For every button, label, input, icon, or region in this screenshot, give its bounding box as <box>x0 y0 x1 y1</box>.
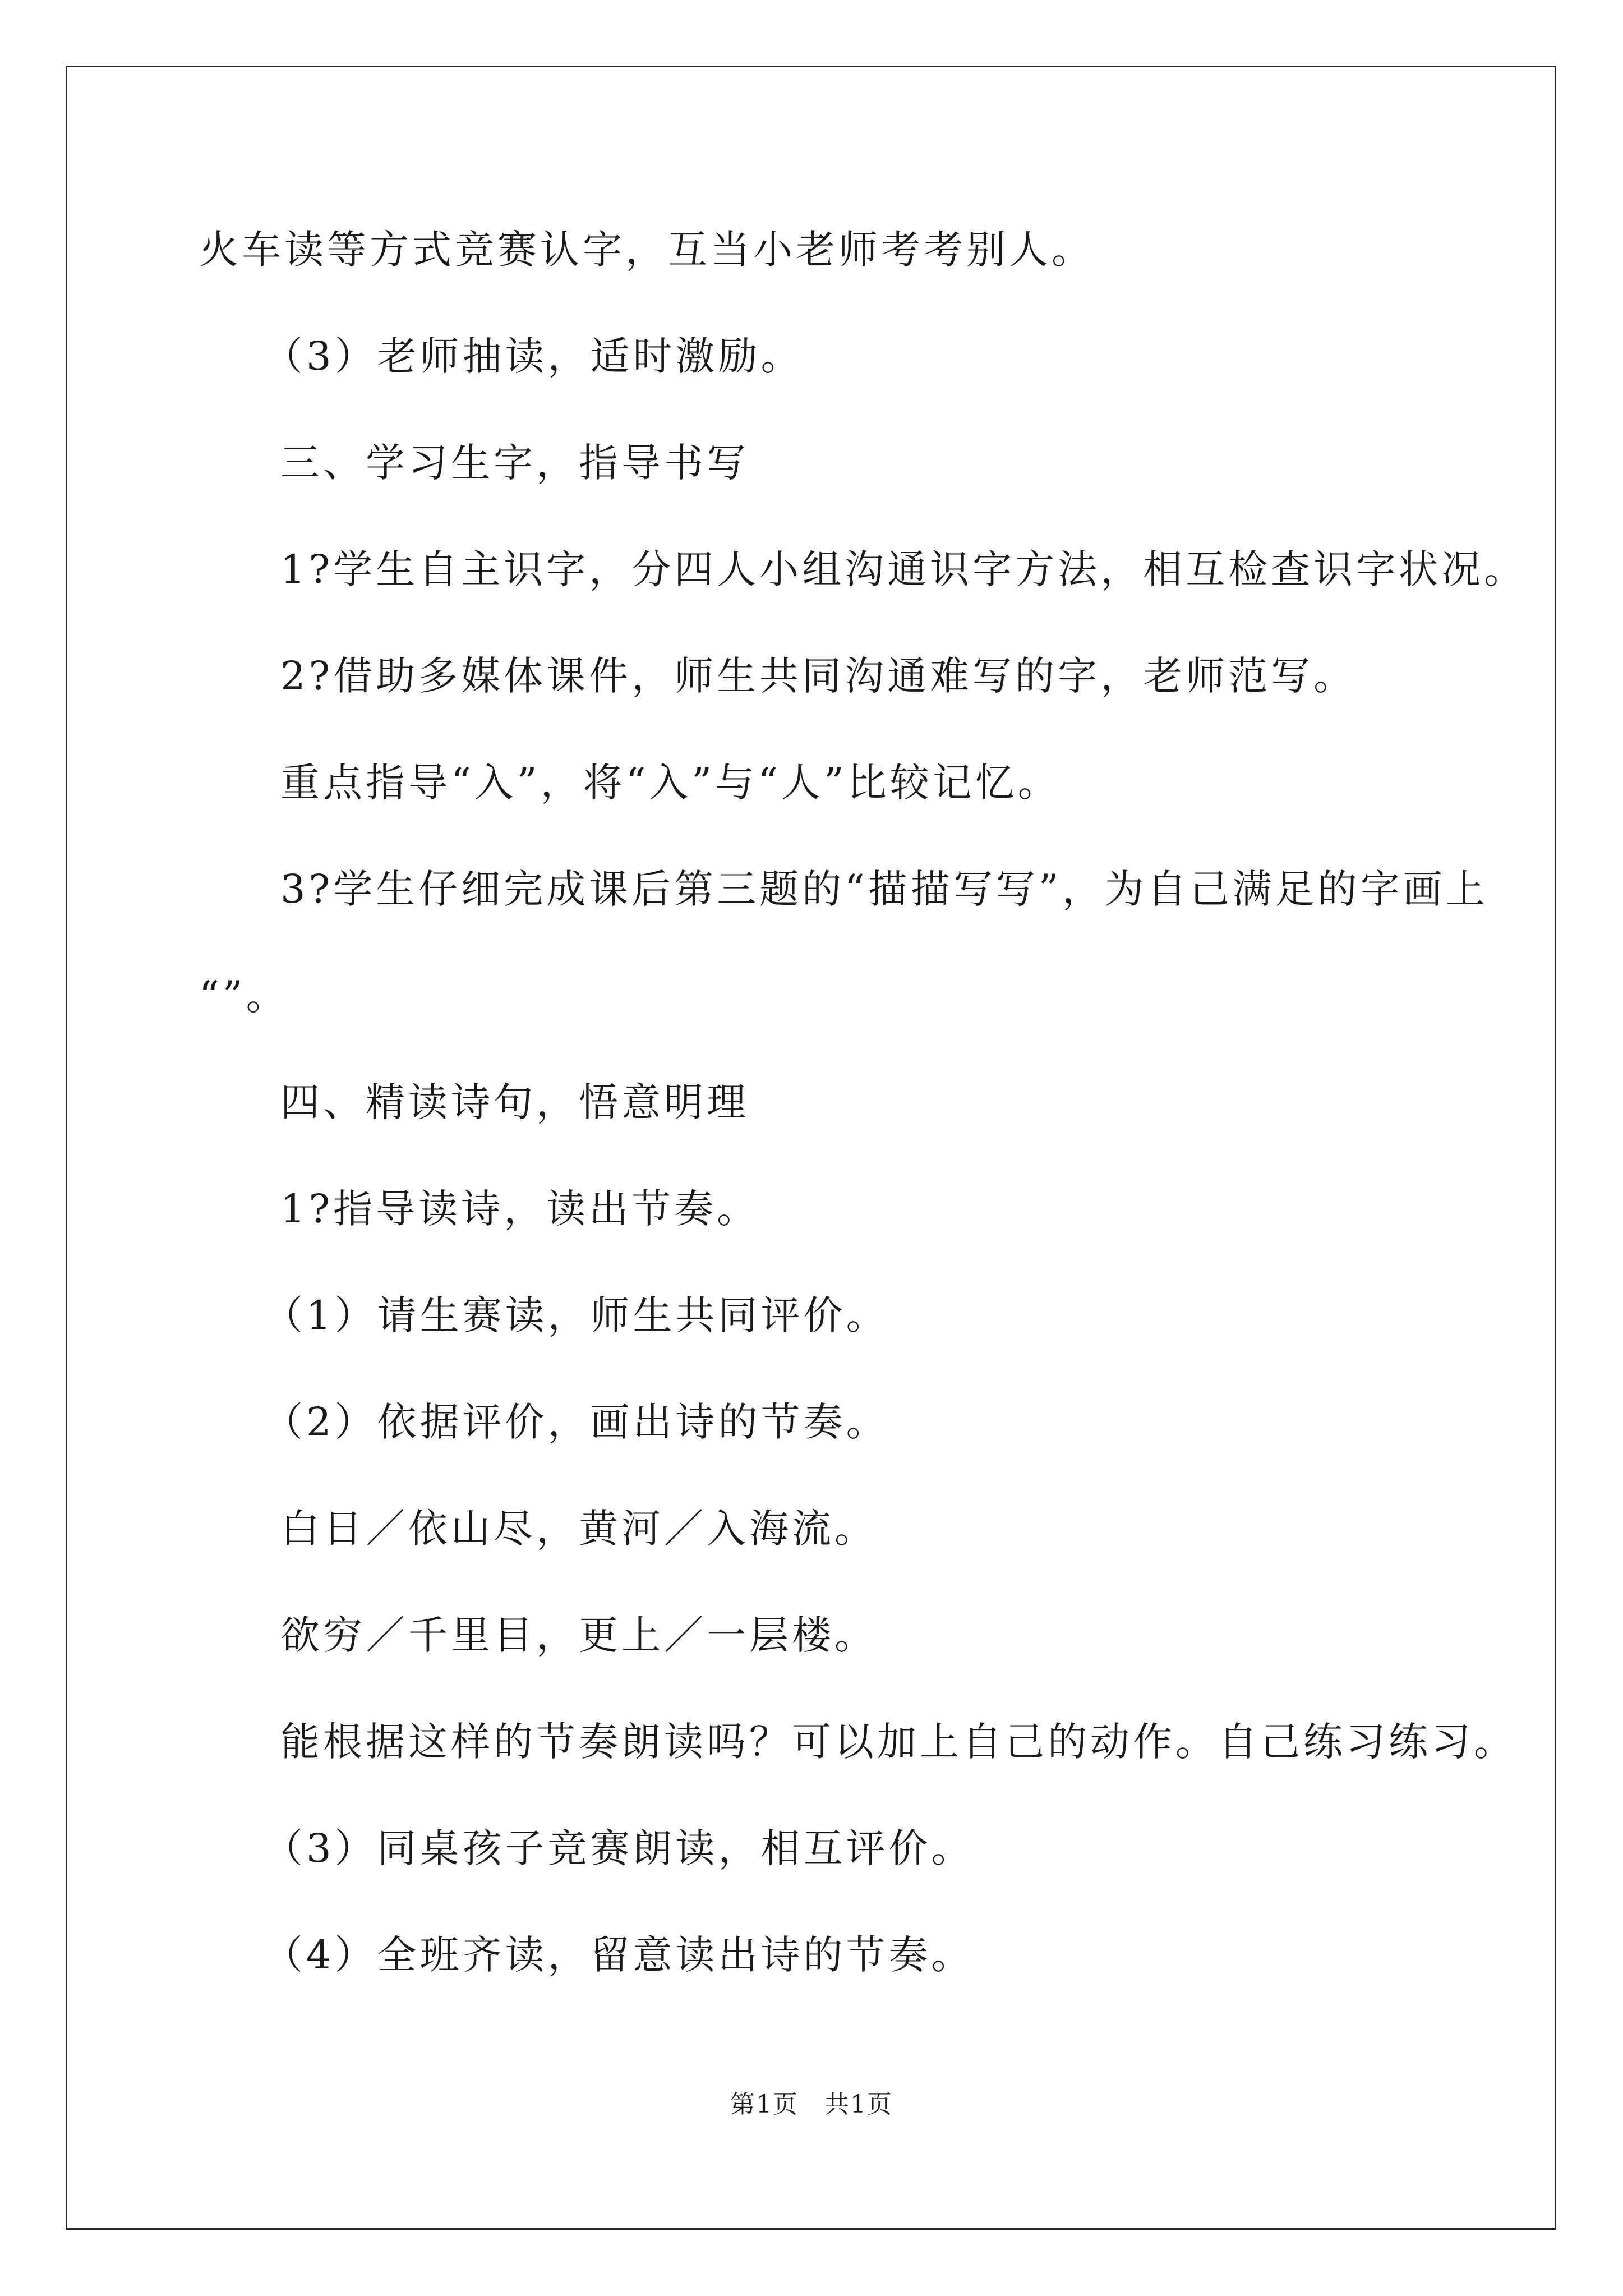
paragraph-line: （1）请生赛读，师生共同评价。 <box>264 1292 889 1338</box>
page-frame <box>66 66 1556 2230</box>
paragraph-line: 2?借助多媒体课件，师生共同沟通难写的字，老师范写。 <box>280 653 1357 699</box>
page-footer: 第1页 共1页 <box>730 2090 893 2119</box>
poem-line: 欲穷／千里目，更上／一层楼。 <box>280 1612 877 1658</box>
paragraph-line: （3）老师抽读，适时激励。 <box>264 333 804 379</box>
paragraph-line: 3?学生仔细完成课后第三题的“描描写写”，为自己满足的字画上 <box>280 866 1488 912</box>
paragraph-line: 1?指导读诗，读出节奏。 <box>280 1186 760 1232</box>
paragraph-line: 重点指导“入”，将“入”与“人”比较记忆。 <box>280 760 1061 806</box>
paragraph-line: （2）依据评价，画出诗的节奏。 <box>264 1399 889 1445</box>
section-heading: 四、精读诗句，悟意明理 <box>280 1079 749 1125</box>
paragraph-line: 火车读等方式竞赛认字，互当小老师考考别人。 <box>199 227 1094 273</box>
poem-line: 白日／依山尽，黄河／入海流。 <box>280 1506 877 1552</box>
section-heading: 三、学习生字，指导书写 <box>280 440 749 486</box>
paragraph-line: 能根据这样的节奏朗读吗？可以加上自己的动作。自己练习练习。 <box>280 1719 1516 1765</box>
paragraph-line: 1?学生自主识字，分四人小组沟通识字方法，相互检查识字状况。 <box>280 546 1527 592</box>
paragraph-line: （4）全班齐读，留意读出诗的节奏。 <box>264 1932 974 1978</box>
paragraph-line: “”。 <box>199 973 289 1019</box>
paragraph-line: （3）同桌孩子竞赛朗读，相互评价。 <box>264 1825 974 1871</box>
